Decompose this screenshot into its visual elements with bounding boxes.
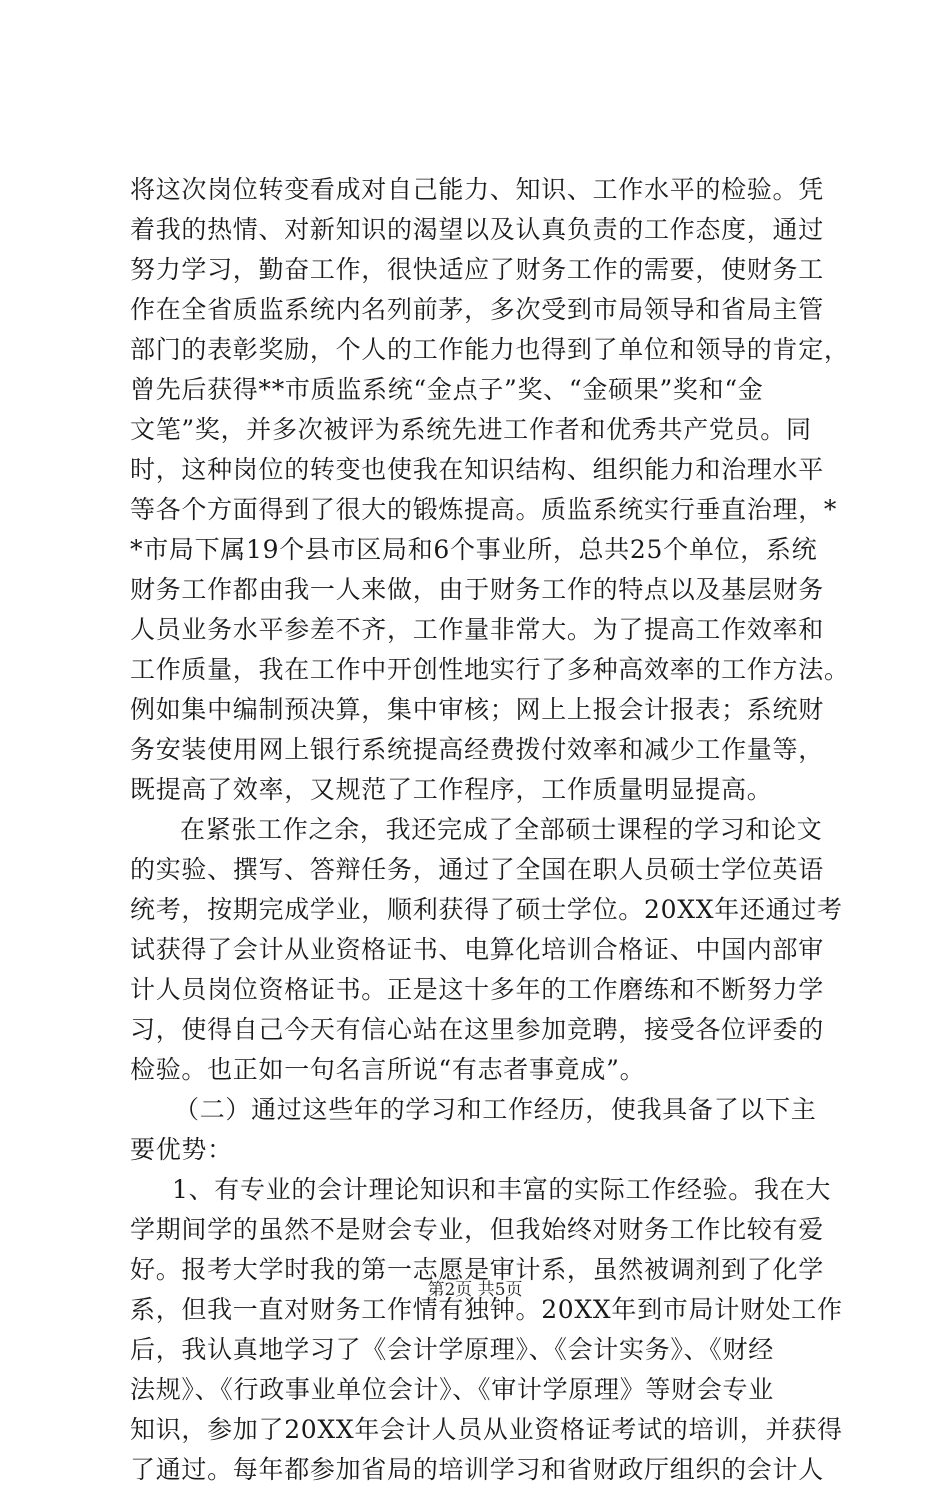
page-number-label: 第2页 共5页 [427,1280,523,1300]
text-line: 了通过。每年都参加省局的培训学习和省财政厅组织的会计人 [130,1455,824,1484]
text-line: 时，这种岗位的转变也使我在知识结构、组织能力和治理水平 [130,455,824,484]
paragraph-start-line: 在紧张工作之余，我还完成了全部硕士课程的学习和论文 [180,815,823,844]
text-line: 着我的热情、对新知识的渴望以及认真负责的工作态度，通过 [130,215,824,244]
text-line: 财务工作都由我一人来做，由于财务工作的特点以及基层财务 [130,575,824,604]
text-line: 的实验、撰写、答辩任务，通过了全国在职人员硕士学位英语 [130,855,824,884]
text-line: 等各个方面得到了很大的锻炼提高。质监系统实行垂直治理，* [130,495,838,524]
text-line: 试获得了会计从业资格证书、电算化培训合格证、中国内部审 [130,935,824,964]
text-line: 例如集中编制预决算，集中审核；网上上报会计报表；系统财 [130,695,824,724]
paragraph-start-line: 1、有专业的会计理论知识和丰富的实际工作经验。我在大 [172,1175,832,1204]
text-line: 务安装使用网上银行系统提高经费拨付效率和减少工作量等， [130,735,824,764]
text-line: 法规》、《行政事业单位会计》、《审计学原理》等财会专业 [130,1375,774,1404]
text-line: 努力学习，勤奋工作，很快适应了财务工作的需要，使财务工 [130,255,824,284]
text-line: 后，我认真地学习了《会计学原理》、《会计实务》、《财经 [130,1335,774,1364]
text-line: 作在全省质监系统内名列前茅，多次受到市局领导和省局主管 [130,295,824,324]
page-footer [0,1278,950,1302]
text-line: 要优势： [130,1135,233,1164]
text-line: 将这次岗位转变看成对自己能力、知识、工作水平的检验。凭 [130,175,824,204]
text-line: 文笔”奖，并多次被评为系统先进工作者和优秀共产党员。同 [130,415,812,444]
section-heading-line: （二）通过这些年的学习和工作经历，使我具备了以下主 [174,1095,817,1124]
text-line: 统考，按期完成学业，顺利获得了硕士学位。20XX年还通过考 [130,895,843,924]
text-line: 部门的表彰奖励，个人的工作能力也得到了单位和领导的肯定， [130,335,850,364]
text-line: 学期间学的虽然不是财会专业，但我始终对财务工作比较有爱 [130,1215,824,1244]
text-line: *市局下属19个县市区局和6个事业所，总共25个单位，系统 [130,535,818,564]
text-line: 曾先后获得**市质监系统“金点子”奖、“金硕果”奖和“金 [130,375,764,404]
text-line: 既提高了效率，又规范了工作程序，工作质量明显提高。 [130,775,773,804]
text-line: 人员业务水平参差不齐，工作量非常大。为了提高工作效率和 [130,615,824,644]
text-line: 好。报考大学时我的第一志愿是审计系，虽然被调剂到了化学 [130,1255,824,1284]
text-line: 计人员岗位资格证书。正是这十多年的工作磨练和不断努力学 [130,975,824,1004]
text-line: 系，但我一直对财务工作情有独钟。20XX年到市局计财处工作 [130,1295,843,1324]
text-line: 检验。也正如一句名言所说“有志者事竟成”。 [130,1055,646,1084]
text-line: 习，使得自己今天有信心站在这里参加竞聘，接受各位评委的 [130,1015,824,1044]
text-line: 知识，参加了20XX年会计人员从业资格证考试的培训，并获得 [130,1415,843,1444]
text-line: 工作质量，我在工作中开创性地实行了多种高效率的工作方法。 [130,655,850,684]
